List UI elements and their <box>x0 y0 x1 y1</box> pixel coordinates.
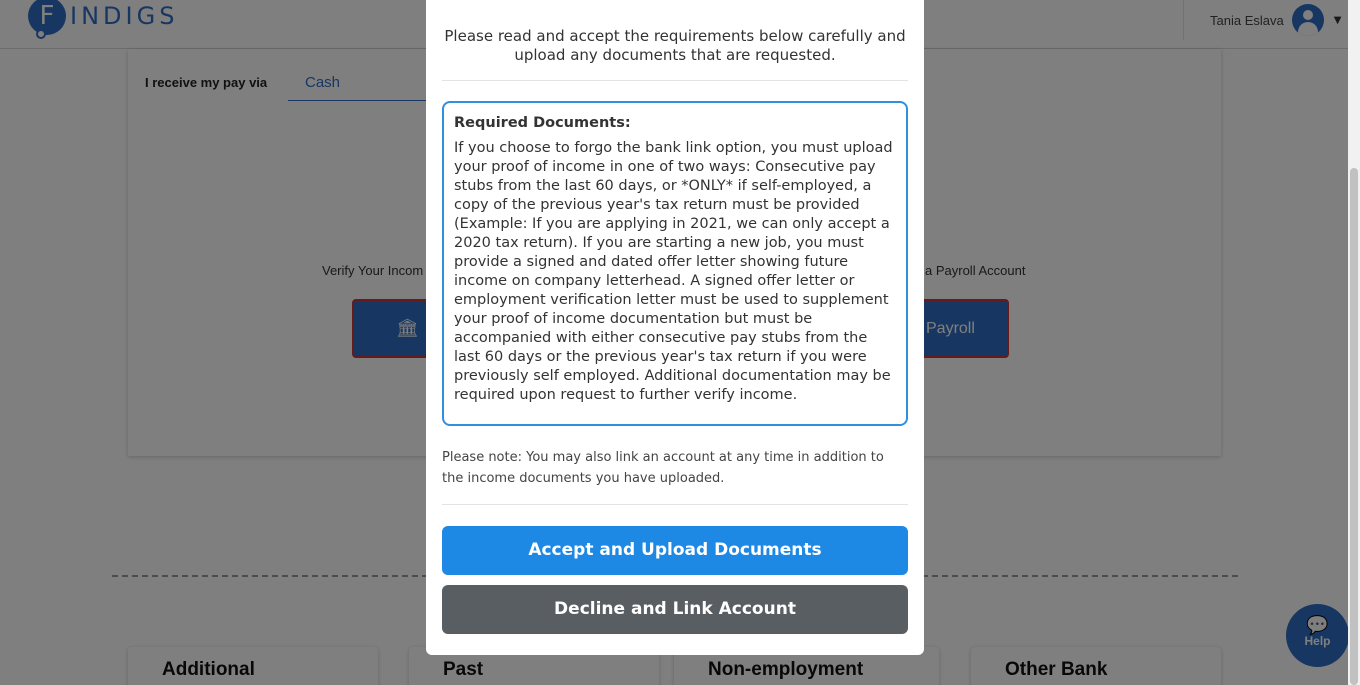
modal-note-text: Please note: You may also link an account at any time in addition to the income documents you have uploaded. <box>442 450 884 486</box>
modal-divider <box>442 80 908 81</box>
page-scrollbar[interactable] <box>1348 0 1360 685</box>
required-documents-text: If you choose to forgo the bank link option, you must upload your proof of income in one of two ways: Consecutive pay stubs from the last 60 days, or *ONLY* if self-employed, a copy of the previous year's tax return must be provided (Example: If you are applying in 2021, we can only accept a 2020 tax return). If you are starting a new job, you must provide a signed and dated offer letter showing future income on company letterhead. A signed offer letter or employment verification letter must be used to supplement your proof of income documentation but must be accompanied with either consecutive pay stubs from the last 60 days or the previous year's tax return if you were previously self employed. Additional documentation may be required upon request to further verify income. <box>454 140 893 403</box>
modal-divider <box>442 504 908 505</box>
required-documents-box <box>442 101 908 426</box>
scrollbar-thumb[interactable] <box>1350 168 1358 685</box>
requirements-modal <box>426 0 924 655</box>
modal-intro-text: Please read and accept the requirements below carefully and upload any documents that are requested. <box>444 27 906 64</box>
decline-link-button[interactable]: Decline and Link Account <box>442 585 908 634</box>
accept-upload-button[interactable]: Accept and Upload Documents <box>442 526 908 575</box>
required-documents-title: Required Documents: <box>454 115 631 131</box>
